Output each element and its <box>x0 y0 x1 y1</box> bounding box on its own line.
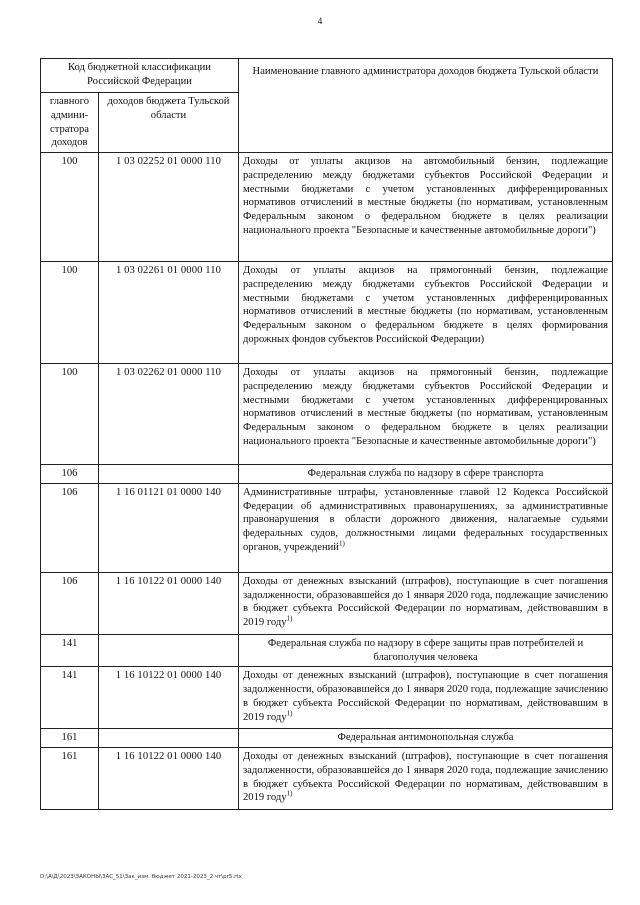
description-cell <box>239 483 613 572</box>
admin-code-cell: 141 <box>41 667 99 729</box>
admin-code-cell: 106 <box>41 465 99 484</box>
income-code-cell: 1 16 10122 01 0000 140 <box>99 572 239 634</box>
admin-code-cell: 106 <box>41 483 99 572</box>
description-cell <box>239 153 613 262</box>
header-income-column: доходов бюджета Тульской области <box>99 93 239 153</box>
description-text: Административные штрафы, установленные главой 12 Кодекса Российской Федерации об административных правонарушениях, за административные правонарушения в области дорожного движения, налагаемые судьями федеральных судов, должностными лицами федеральных государственных органов, учреждений <box>243 486 608 553</box>
footnote-mark: 1) <box>286 709 293 718</box>
table-row <box>41 572 613 634</box>
admin-code-cell: 141 <box>41 634 99 667</box>
table-row <box>41 483 613 572</box>
admin-code-cell: 100 <box>41 262 99 364</box>
income-code-cell <box>99 465 239 484</box>
table-row <box>41 153 613 262</box>
admin-code-cell: 100 <box>41 364 99 465</box>
description-cell <box>239 262 613 364</box>
table-row <box>41 364 613 465</box>
table-row <box>41 465 613 484</box>
description-text: Доходы от денежных взысканий (штрафов), поступающие в счет погашения задолженности, образовавшейся до 1 января 2020 года, подлежащие зачислению в бюджет субъекта Российской Федерации по нормативам, действовавшим в 2019 году <box>243 670 608 723</box>
header-admin-column: главного админи-стратора доходов <box>41 93 99 153</box>
income-code-cell: 1 16 10122 01 0000 140 <box>99 667 239 729</box>
header-name-column: Наименование главного администратора доходов бюджета Тульской области <box>239 59 613 153</box>
description-text: Доходы от денежных взысканий (штрафов), поступающие в счет погашения задолженности, образовавшейся до 1 января 2020 года, подлежащие зачислению в бюджет субъекта Российской Федерации по нормативам, действовавшим в 2019 году <box>243 575 608 629</box>
footnote-mark: 1) <box>286 614 293 623</box>
administrator-name-cell <box>239 465 613 484</box>
admin-code-cell: 100 <box>41 153 99 262</box>
income-code-cell: 1 03 02252 01 0000 110 <box>99 153 239 262</box>
admin-code-cell: 161 <box>41 748 99 810</box>
administrator-name: Федеральная служба по надзору в сфере защиты прав потребителей и благополучия человека <box>267 637 584 663</box>
footnote-mark: 1) <box>286 789 293 798</box>
budget-classification-table <box>40 58 613 810</box>
income-code-cell: 1 16 10122 01 0000 140 <box>99 748 239 810</box>
table-row <box>41 729 613 748</box>
description-text: Доходы от уплаты акцизов на автомобильный бензин, подлежащие распределению между бюджетами субъектов Российской Федерации и местными бюджетами с учетом установленных дифференцированных нормативов отчислений в местные бюджеты (по нормативам, установленным Федеральным законом о федеральном бюджете в целях реализации национального проекта "Безопасные и качественные автомобильные дороги") <box>243 156 608 236</box>
description-cell <box>239 572 613 634</box>
page-number: 4 <box>317 16 323 26</box>
table-header-row <box>41 59 613 93</box>
admin-code-cell: 161 <box>41 729 99 748</box>
admin-code-cell: 106 <box>41 572 99 634</box>
description-cell <box>239 748 613 810</box>
file-path-footer: D:\A\Д\2023\ЗАКОНЫ\ЗАС_51\Зак_изм. бюджет 2021-2023_2 чт\pr5.rtx <box>40 874 242 880</box>
footnote-mark: 1) <box>338 539 345 548</box>
description-text: Доходы от уплаты акцизов на прямогонный бензин, подлежащие распределению между бюджетами субъектов Российской Федерации и местными бюджетами с учетом установленных дифференцированных нормативов отчислений в местные бюджеты (по нормативам, установленным Федеральным законом о федеральном бюджете в целях формирования дорожных фондов субъектов Российской Федерации) <box>243 265 608 345</box>
table-row <box>41 262 613 364</box>
income-code-cell <box>99 729 239 748</box>
header-code-group: Код бюджетной классификации Российской Федерации <box>41 59 239 93</box>
administrator-name-cell <box>239 634 613 667</box>
table-row <box>41 667 613 729</box>
description-cell <box>239 364 613 465</box>
description-cell <box>239 667 613 729</box>
administrator-name-cell <box>239 729 613 748</box>
description-text: Доходы от уплаты акцизов на прямогонный бензин, подлежащие распределению между бюджетами субъектов Российской Федерации и местными бюджетами с учетом установленных дифференцированных нормативов отчислений в местные бюджеты (по нормативам, установленным Федеральным законом о федеральном бюджете в целях реализации национального проекта "Безопасные и качественные автомобильные дороги") <box>243 367 608 447</box>
table-row <box>41 748 613 810</box>
income-code-cell: 1 03 02261 01 0000 110 <box>99 262 239 364</box>
income-code-cell: 1 16 01121 01 0000 140 <box>99 483 239 572</box>
administrator-name: Федеральная антимонопольная служба <box>337 732 514 744</box>
income-code-cell <box>99 634 239 667</box>
description-text: Доходы от денежных взысканий (штрафов), поступающие в счет погашения задолженности, образовавшейся до 1 января 2020 года, подлежащие зачислению в бюджет субъекта Российской Федерации по нормативам, действовавшим в 2019 году <box>243 751 608 804</box>
table-row <box>41 634 613 667</box>
administrator-name: Федеральная служба по надзору в сфере транспорта <box>307 468 544 480</box>
income-code-cell: 1 03 02262 01 0000 110 <box>99 364 239 465</box>
